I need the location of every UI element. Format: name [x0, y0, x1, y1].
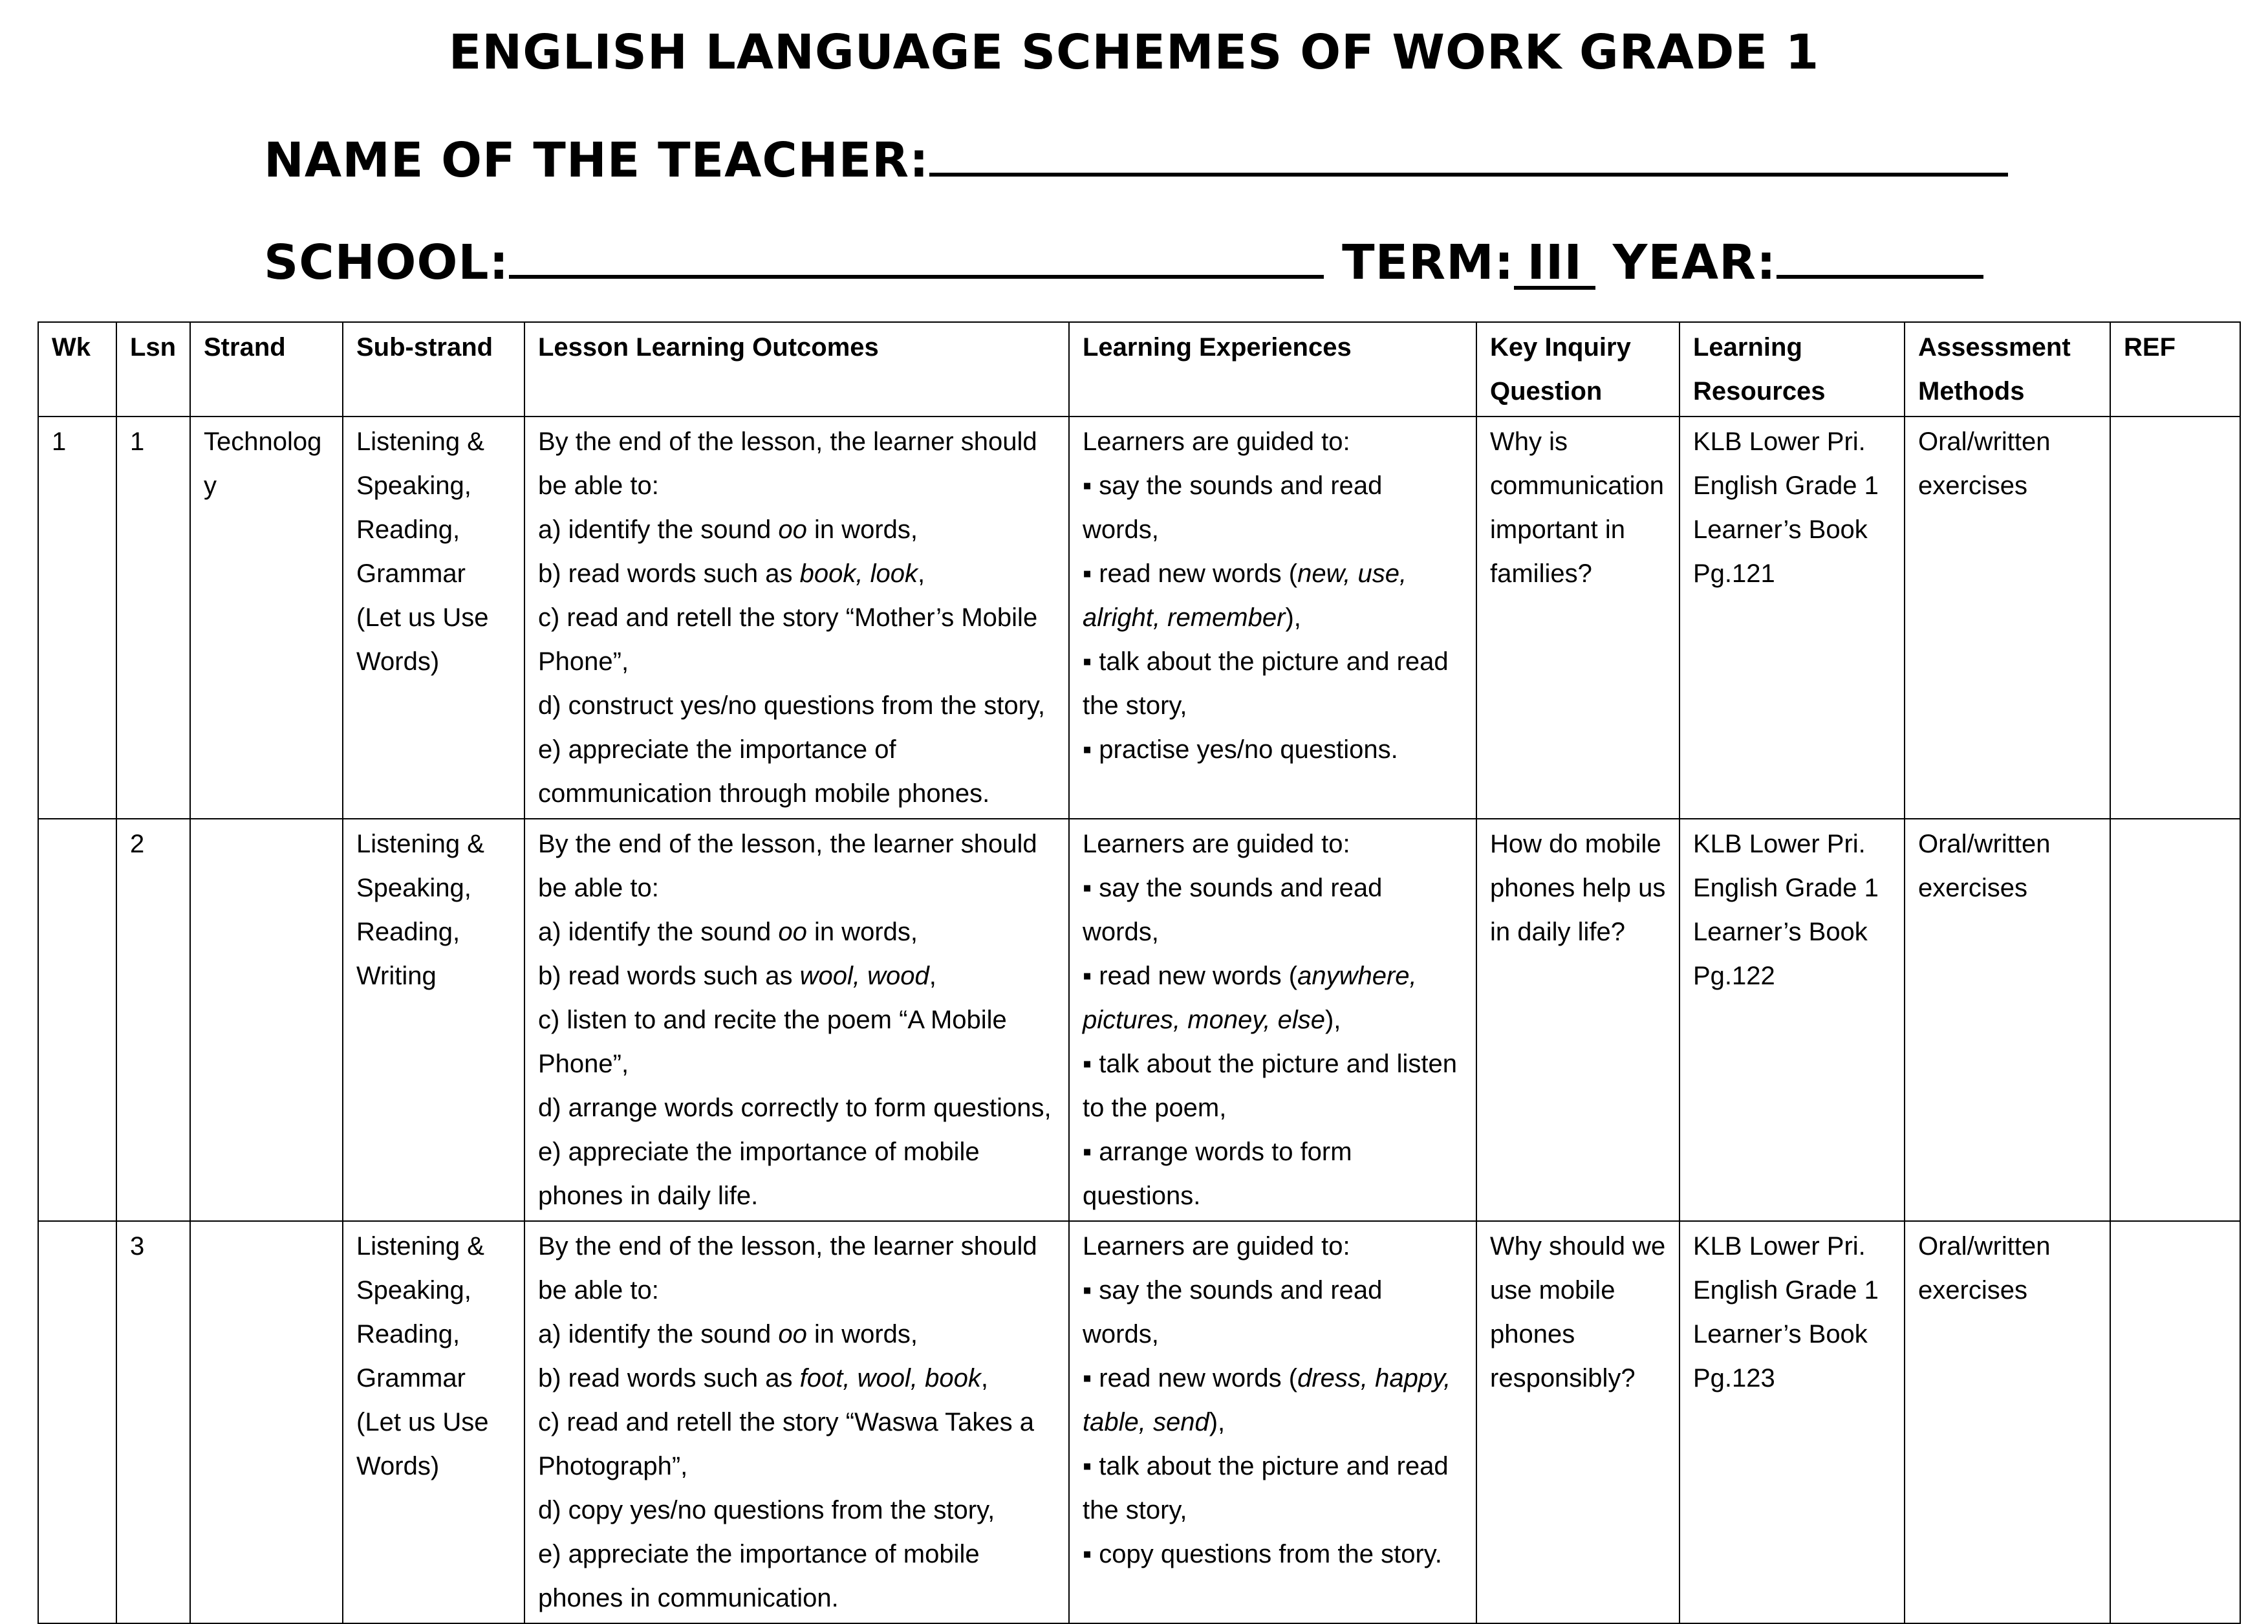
cell-inquiry: How do mobile phones help us in daily life? — [1476, 819, 1679, 1221]
column-header-assessment: Assessment Methods — [1905, 322, 2110, 417]
year-label: YEAR: — [1612, 235, 1777, 290]
cell-substrand: Listening & Speaking, Reading, Grammar (Let us Use Words) — [343, 417, 524, 819]
table-header-row — [38, 322, 2240, 417]
outcome-b: b) read words such as book, look, — [538, 559, 925, 588]
outcomes-intro: By the end of the lesson, the learner should be able to: — [538, 1232, 1037, 1305]
cell-substrand: Listening & Speaking, Reading, Grammar (Let us Use Words) — [343, 1221, 524, 1623]
outcome-a: a) identify the sound oo in words, — [538, 918, 918, 946]
cell-experiences — [1069, 417, 1476, 819]
experience-item: ▪ say the sounds and read words, — [1083, 464, 1463, 552]
cell-strand — [190, 1221, 343, 1623]
outcome-c: c) read and retell the story “Mother’s Mobile Phone”, — [538, 603, 1038, 676]
school-label: SCHOOL: — [264, 235, 510, 290]
cell-experiences — [1069, 1221, 1476, 1623]
cell-resources: KLB Lower Pri. English Grade 1 Learner’s Book Pg.122 — [1679, 819, 1905, 1221]
experience-item: ▪ practise yes/no questions. — [1083, 728, 1463, 772]
cell-assessment: Oral/written exercises — [1905, 1221, 2110, 1623]
experience-item: ▪ read new words (new, use, alright, remember), — [1083, 552, 1463, 640]
school-term-year-line — [264, 228, 1983, 290]
outcome-d: d) copy yes/no questions from the story, — [538, 1496, 995, 1524]
column-header-resources: Learning Resources — [1679, 322, 1905, 417]
cell-resources: KLB Lower Pri. English Grade 1 Learner’s Book Pg.123 — [1679, 1221, 1905, 1623]
column-header-wk: Wk — [38, 322, 116, 417]
outcome-a: a) identify the sound oo in words, — [538, 515, 918, 544]
outcome-b: b) read words such as wool, wood, — [538, 962, 936, 990]
cell-outcomes — [524, 819, 1069, 1221]
table-row — [38, 819, 2240, 1221]
cell-inquiry: Why is communication important in families? — [1476, 417, 1679, 819]
experience-item: ▪ talk about the picture and read the story, — [1083, 1444, 1463, 1532]
experience-item: ▪ say the sounds and read words, — [1083, 866, 1463, 954]
column-header-substrand: Sub-strand — [343, 322, 524, 417]
year-blank[interactable] — [1777, 228, 1983, 279]
outcome-e: e) appreciate the importance of mobile phones in daily life. — [538, 1138, 980, 1210]
experiences-intro: Learners are guided to: — [1083, 830, 1350, 858]
outcomes-intro: By the end of the lesson, the learner should be able to: — [538, 830, 1037, 902]
column-header-experiences: Learning Experiences — [1069, 322, 1476, 417]
cell-wk — [38, 819, 116, 1221]
column-header-outcomes: Lesson Learning Outcomes — [524, 322, 1069, 417]
column-header-lsn: Lsn — [116, 322, 190, 417]
teacher-name-blank[interactable] — [929, 126, 2008, 177]
cell-strand — [190, 819, 343, 1221]
outcome-b: b) read words such as foot, wool, book, — [538, 1364, 988, 1392]
outcome-c: c) listen to and recite the poem “A Mobile Phone”, — [538, 1006, 1007, 1078]
table-row — [38, 417, 2240, 819]
outcome-c: c) read and retell the story “Waswa Takes a Photograph”, — [538, 1408, 1034, 1480]
cell-wk: 1 — [38, 417, 116, 819]
experiences-intro: Learners are guided to: — [1083, 428, 1350, 456]
schemes-of-work-table — [38, 321, 2241, 1624]
outcome-d: d) construct yes/no questions from the story, — [538, 691, 1046, 720]
school-name-blank[interactable] — [509, 228, 1324, 279]
cell-strand: Technology — [190, 417, 343, 819]
teacher-label: NAME OF THE TEACHER: — [264, 133, 929, 188]
outcome-e: e) appreciate the importance of mobile phones in communication. — [538, 1540, 980, 1612]
cell-lsn: 3 — [116, 1221, 190, 1623]
cell-ref — [2110, 1221, 2240, 1623]
cell-lsn: 1 — [116, 417, 190, 819]
outcome-d: d) arrange words correctly to form questions, — [538, 1094, 1052, 1122]
term-label: TERM: — [1342, 235, 1515, 290]
cell-lsn: 2 — [116, 819, 190, 1221]
cell-outcomes — [524, 1221, 1069, 1623]
experience-item: ▪ say the sounds and read words, — [1083, 1268, 1463, 1356]
cell-wk — [38, 1221, 116, 1623]
cell-outcomes — [524, 417, 1069, 819]
document-title: ENGLISH LANGUAGE SCHEMES OF WORK GRADE 1 — [448, 25, 1820, 80]
experience-item: ▪ arrange words to form questions. — [1083, 1130, 1463, 1218]
outcome-e: e) appreciate the importance of communication through mobile phones. — [538, 735, 990, 808]
experience-item: ▪ talk about the picture and read the story, — [1083, 640, 1463, 728]
cell-assessment: Oral/written exercises — [1905, 417, 2110, 819]
cell-assessment: Oral/written exercises — [1905, 819, 2110, 1221]
column-header-ref: REF — [2110, 322, 2240, 417]
outcomes-intro: By the end of the lesson, the learner should be able to: — [538, 428, 1037, 500]
outcome-a: a) identify the sound oo in words, — [538, 1320, 918, 1348]
table-row — [38, 1221, 2240, 1623]
experience-item: ▪ read new words (anywhere, pictures, money, else), — [1083, 954, 1463, 1042]
cell-resources: KLB Lower Pri. English Grade 1 Learner’s Book Pg.121 — [1679, 417, 1905, 819]
experience-item: ▪ copy questions from the story. — [1083, 1532, 1463, 1576]
cell-substrand: Listening & Speaking, Reading, Writing — [343, 819, 524, 1221]
experience-item: ▪ read new words (dress, happy, table, send), — [1083, 1356, 1463, 1444]
cell-inquiry: Why should we use mobile phones responsibly? — [1476, 1221, 1679, 1623]
column-header-strand: Strand — [190, 322, 343, 417]
cell-ref — [2110, 819, 2240, 1221]
cell-experiences — [1069, 819, 1476, 1221]
column-header-inquiry: Key Inquiry Question — [1476, 322, 1679, 417]
teacher-name-line — [264, 126, 2008, 188]
experience-item: ▪ talk about the picture and listen to the poem, — [1083, 1042, 1463, 1130]
cell-ref — [2110, 417, 2240, 819]
experiences-intro: Learners are guided to: — [1083, 1232, 1350, 1261]
term-value[interactable]: III — [1514, 239, 1595, 290]
